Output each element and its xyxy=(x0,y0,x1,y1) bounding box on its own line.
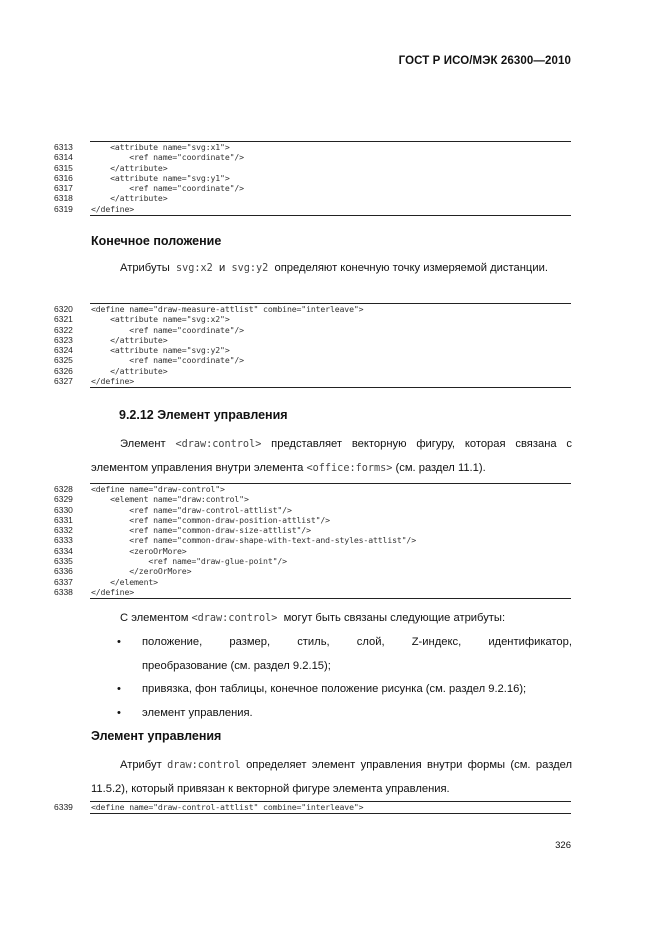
code-draw-control-2: <draw:control> xyxy=(191,613,278,624)
code-line xyxy=(54,325,571,335)
line-number: 6315 xyxy=(54,162,73,173)
paragraph-attributes-list-intro: С элементом <draw:control> могут быть связаны следующие атрибуты: xyxy=(120,612,506,624)
document-standard-header: ГОСТ Р ИСО/МЭК 26300—2010 xyxy=(398,55,571,67)
bullet-item-1 xyxy=(117,631,572,678)
code-text: <ref name="coordinate"/> xyxy=(91,324,244,335)
code-block-2 xyxy=(54,303,571,386)
code-text: <ref name="common-draw-position-attlist"/> xyxy=(91,514,330,525)
line-number: 6337 xyxy=(54,576,73,587)
code-line xyxy=(54,802,571,812)
attribute-svg-y2: svg:y2 xyxy=(231,263,269,274)
bullet-word: стиль, xyxy=(297,636,330,648)
code-block-3 xyxy=(54,483,571,597)
bullet-item-1-words xyxy=(142,631,572,655)
bullet-word: идентификатор, xyxy=(488,636,572,648)
code-draw-control-attr: draw:control xyxy=(167,760,241,771)
line-number: 6324 xyxy=(54,345,73,356)
code-line xyxy=(54,535,571,545)
paragraph-end-position: Атрибуты svg:x2 и svg:y2 определяют конечную точку измеряемой дистанции. xyxy=(120,262,548,274)
code-line xyxy=(54,173,571,183)
code-line xyxy=(54,355,571,365)
code-line xyxy=(54,142,571,152)
line-number: 6329 xyxy=(54,494,73,505)
code-line xyxy=(54,366,571,376)
code-line xyxy=(54,345,571,355)
attribute-bullet-list xyxy=(117,631,572,725)
line-number: 6313 xyxy=(54,142,73,152)
code-text: <zeroOrMore> xyxy=(91,545,187,556)
line-number: 6316 xyxy=(54,172,73,183)
code-line xyxy=(54,525,571,535)
code-line xyxy=(54,546,571,556)
code-text: <attribute name="svg:y1"> xyxy=(91,172,230,183)
line-number: 6317 xyxy=(54,183,73,194)
code-line xyxy=(54,304,571,314)
code-text: <ref name="coordinate"/> xyxy=(91,152,244,163)
code-text: <attribute name="svg:x2"> xyxy=(91,314,230,325)
code-text: <define name="draw-control-attlist" combine="interleave"> xyxy=(91,802,364,812)
bullet-word: положение, xyxy=(142,636,203,648)
line-number: 6320 xyxy=(54,304,73,314)
code-text: </element> xyxy=(91,576,158,587)
bullet-mark: • xyxy=(117,706,121,719)
code-office-forms: <office:forms> xyxy=(306,462,393,474)
section-heading-end-position: Конечное положение xyxy=(91,234,222,248)
code-line xyxy=(54,505,571,515)
line-number: 6319 xyxy=(54,203,73,214)
code-line xyxy=(54,335,571,345)
code-line xyxy=(54,494,571,504)
code-line xyxy=(54,376,571,386)
bullet-word: слой, xyxy=(356,636,385,648)
attribute-svg-x2: svg:x2 xyxy=(175,263,213,274)
code-text: <ref name="draw-control-attlist"/> xyxy=(91,504,292,515)
code-line xyxy=(54,314,571,324)
code-text: <attribute name="svg:x1"> xyxy=(91,142,230,152)
page-number: 326 xyxy=(555,840,571,851)
line-number: 6321 xyxy=(54,314,73,325)
code-text: <ref name="common-draw-shape-with-text-and-styles-attlist"/> xyxy=(91,535,416,546)
bullet-item-3: • элемент управления. xyxy=(117,702,572,726)
line-number: 6325 xyxy=(54,355,73,366)
section-heading-control-element: Элемент управления xyxy=(91,729,222,743)
line-number: 6339 xyxy=(54,802,73,812)
code-draw-control: <draw:control> xyxy=(175,439,262,450)
code-text: <element name="draw:control"> xyxy=(91,494,249,505)
line-number: 6327 xyxy=(54,376,73,387)
line-number: 6338 xyxy=(54,586,73,597)
code-text: </define> xyxy=(91,586,135,597)
code-block-1 xyxy=(54,141,571,214)
code-text: </define> xyxy=(91,376,135,387)
code-line xyxy=(54,204,571,214)
line-number: 6326 xyxy=(54,365,73,376)
line-number: 6328 xyxy=(54,484,73,494)
line-number: 6318 xyxy=(54,193,73,204)
bullet-word: размер, xyxy=(229,636,271,648)
code-text: <define name="draw-measure-attlist" combine="interleave"> xyxy=(91,304,364,314)
code-text: </attribute> xyxy=(91,193,168,204)
bullet-mark: • xyxy=(117,683,121,695)
code-text: <define name="draw-control"> xyxy=(91,484,225,494)
code-line xyxy=(54,183,571,193)
code-text: <ref name="draw-glue-point"/> xyxy=(91,556,287,567)
line-number: 6314 xyxy=(54,152,73,163)
code-line xyxy=(54,566,571,576)
code-text: </zeroOrMore> xyxy=(91,566,192,577)
paragraph-draw-control-intro: Элемент <draw:control> представляет векторную фигуру, которая связана с элементом управления внутри элемента <office:forms> (см. раздел 11.1). xyxy=(91,438,573,474)
code-line xyxy=(54,163,571,173)
code-rule-bottom xyxy=(90,387,571,388)
code-line xyxy=(54,577,571,587)
line-number: 6333 xyxy=(54,535,73,546)
line-number: 6323 xyxy=(54,334,73,345)
line-number: 6334 xyxy=(54,545,73,556)
bullet-word: Z-индекс, xyxy=(411,636,462,648)
code-block-4 xyxy=(54,801,571,812)
line-number: 6332 xyxy=(54,525,73,536)
code-line xyxy=(54,193,571,203)
bullet-item-2: • привязка, фон таблицы, конечное положение рисунка (см. раздел 9.2.16); xyxy=(117,678,572,702)
line-number: 6335 xyxy=(54,556,73,567)
code-line xyxy=(54,484,571,494)
code-text: <attribute name="svg:y2"> xyxy=(91,345,230,356)
code-line xyxy=(54,587,571,597)
section-heading-9-2-12: 9.2.12 Элемент управления xyxy=(119,408,288,422)
code-rule-bottom xyxy=(90,215,571,216)
line-number: 6330 xyxy=(54,504,73,515)
code-text: </define> xyxy=(91,203,135,214)
line-number: 6322 xyxy=(54,324,73,335)
code-text: <ref name="coordinate"/> xyxy=(91,355,244,366)
code-line xyxy=(54,556,571,566)
paragraph-draw-control-attribute: Атрибут draw:control определяет элемент управления внутри формы (см. раздел 11.5.2), который привязан к векторной фигуре элемента управления. xyxy=(91,759,573,795)
code-line xyxy=(54,152,571,162)
line-number: 6331 xyxy=(54,514,73,525)
bullet-item-1-rest: преобразование (см. раздел 9.2.15); xyxy=(142,659,331,672)
code-rule-bottom xyxy=(90,598,571,599)
code-text: <ref name="common-draw-size-attlist"/> xyxy=(91,525,311,536)
code-text: </attribute> xyxy=(91,365,168,376)
bullet-mark: • xyxy=(117,636,121,648)
code-text: <ref name="coordinate"/> xyxy=(91,183,244,194)
code-rule-bottom xyxy=(90,813,571,814)
line-number: 6336 xyxy=(54,566,73,577)
code-text: </attribute> xyxy=(91,334,168,345)
code-text: </attribute> xyxy=(91,162,168,173)
code-line xyxy=(54,515,571,525)
